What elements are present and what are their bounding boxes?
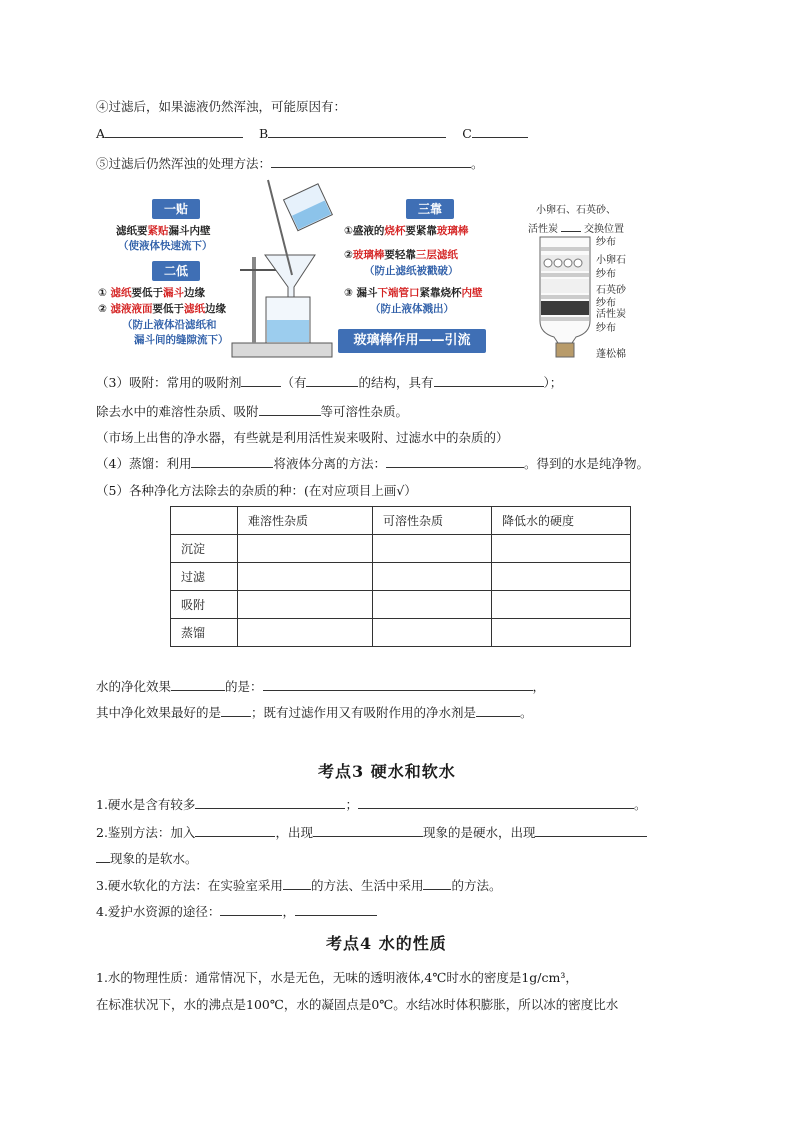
sankao-line-1: ①盛液的烧杯要紧靠玻璃棒 [344, 225, 469, 237]
table-header-row: 难溶性杂质 可溶性杂质 降低水的硬度 [171, 507, 631, 535]
filter-head-1: 小卵石、石英砂、 [536, 205, 616, 216]
erdi-note-2: 漏斗间的缝隙流下） [134, 334, 229, 346]
blank-reagent[interactable] [195, 826, 275, 837]
blank-q5[interactable] [271, 157, 471, 168]
filter-apparatus-icon [230, 175, 340, 360]
blank-property[interactable] [434, 376, 544, 387]
table-row: 过滤 [171, 563, 631, 591]
layer-7: 纱布 [596, 323, 616, 334]
sankao-line-3: ③ 漏斗下端管口紧靠烧杯内壁 [344, 287, 483, 299]
blank-b[interactable] [268, 127, 446, 138]
purification-table [170, 506, 631, 647]
blank-hard-water[interactable] [195, 798, 345, 809]
effect-line-1: 水的净化效果 的是： ， [96, 679, 546, 694]
layer-3: 纱布 [596, 269, 616, 280]
blank-hard-phenomenon[interactable] [313, 826, 423, 837]
blank-structure[interactable] [306, 376, 358, 387]
s3-q4: 4.爱护水资源的途径： ， [96, 902, 377, 920]
distill-line: （4）蒸馏：利用 将液体分离的方法： 。得到的水是纯净物。 [96, 456, 649, 471]
filtration-figure [98, 175, 692, 365]
blank-distill-principle[interactable] [191, 457, 273, 468]
s3-q1: 1.硬水是含有较多 ； 。 [96, 797, 647, 812]
section3-title: 考点3 硬水和软水 [318, 762, 456, 781]
table-row: 沉淀 [171, 535, 631, 563]
erdi-line-2: ② 滤液液面要低于滤纸边缘 [98, 303, 227, 315]
blank-purifier[interactable] [476, 706, 520, 717]
s3-q2-cont: 现象的是软水。 [96, 849, 198, 867]
adsorb-line-1: （3）吸附：常用的吸附剂 （有 的结构，具有 ）； [96, 375, 563, 390]
q5-line: ⑤过滤后仍然浑浊的处理方法： 。 [96, 156, 484, 171]
s3-q3: 3.硬水软化的方法：在实验室采用 的方法、生活中采用 的方法。 [96, 878, 502, 893]
sankao-note-2: （防止滤纸被戳破） [364, 265, 459, 277]
blank-c[interactable] [472, 127, 528, 138]
rod-banner: 玻璃棒作用——引流 [338, 329, 486, 353]
erdi-note-1: （防止液体沿滤纸和 [122, 319, 217, 331]
blank-adsorb-target[interactable] [259, 405, 321, 416]
blank-a[interactable] [105, 127, 243, 138]
s3-q2: 2.鉴别方法：加入 ，出现 现象的是硬水，出现 [96, 823, 647, 841]
blank-lab-method[interactable] [283, 879, 311, 890]
effect-line-2: 其中净化效果最好的是 ；既有过滤作用又有吸附作用的净水剂是 。 [96, 705, 533, 720]
blank-protect-1[interactable] [220, 905, 282, 916]
sankao-line-2: ②玻璃棒要轻靠三层滤纸 [344, 249, 458, 261]
erdi-title: 二低 [152, 261, 200, 281]
yitie-line: 滤纸要紧贴漏斗内壁 [116, 225, 211, 237]
blank-soft-phenomenon[interactable] [535, 826, 647, 837]
section4-title: 考点4 水的性质 [326, 934, 447, 953]
table-row: 蒸馏 [171, 619, 631, 647]
blank-effect-order[interactable] [171, 680, 225, 691]
s4-p1: 1.水的物理性质：通常情况下，水是无色，无味的透明液体,4℃时水的密度是1g/cm³， [96, 970, 578, 985]
q4-options: A B C [96, 126, 528, 141]
water-filter-bottle-icon [536, 233, 594, 363]
blank-soft-water[interactable] [358, 798, 634, 809]
yitie-note: （使液体快速流下） [118, 240, 213, 252]
blank-distill-method[interactable] [386, 457, 524, 468]
layer-4: 石英砂 [596, 285, 626, 296]
blank-effect-list[interactable] [263, 680, 533, 691]
table-intro: （5）各种净化方法除去的杂质的种：(在对应项目上画√） [96, 483, 417, 498]
layer-5: 纱布 [596, 298, 616, 309]
erdi-line-1: ① 滤纸要低于漏斗边缘 [98, 287, 206, 299]
q4-text: ④过滤后，如果滤液仍然浑浊，可能原因有： [96, 99, 347, 114]
table-row: 吸附 [171, 591, 631, 619]
filter-head-2: 活性炭 交换位置 [528, 220, 624, 235]
adsorb-line-2: 除去水中的难溶性杂质、吸附 等可溶性杂质。 [96, 404, 409, 419]
layer-8: 蓬松棉 [596, 349, 626, 360]
blank-best-method[interactable] [221, 706, 251, 717]
layer-6: 活性炭 [596, 309, 626, 320]
adsorb-line-3: （市场上出售的净水器，有些就是利用活性炭来吸附、过滤水中的杂质的） [96, 430, 509, 445]
yitie-title: 一贴 [152, 199, 200, 219]
blank-adsorbent[interactable] [241, 376, 281, 387]
blank-protect-2[interactable] [295, 905, 377, 916]
layer-2: 小卵石 [596, 255, 626, 266]
layer-1: 纱布 [596, 237, 616, 248]
blank-life-method[interactable] [423, 879, 451, 890]
sankao-note-3: （防止液体溅出） [370, 303, 454, 315]
s4-p2: 在标准状况下，水的沸点是100℃，水的凝固点是0℃。水结冰时体积膨胀，所以冰的密度比水 [96, 997, 619, 1012]
sankao-title: 三靠 [406, 199, 454, 219]
